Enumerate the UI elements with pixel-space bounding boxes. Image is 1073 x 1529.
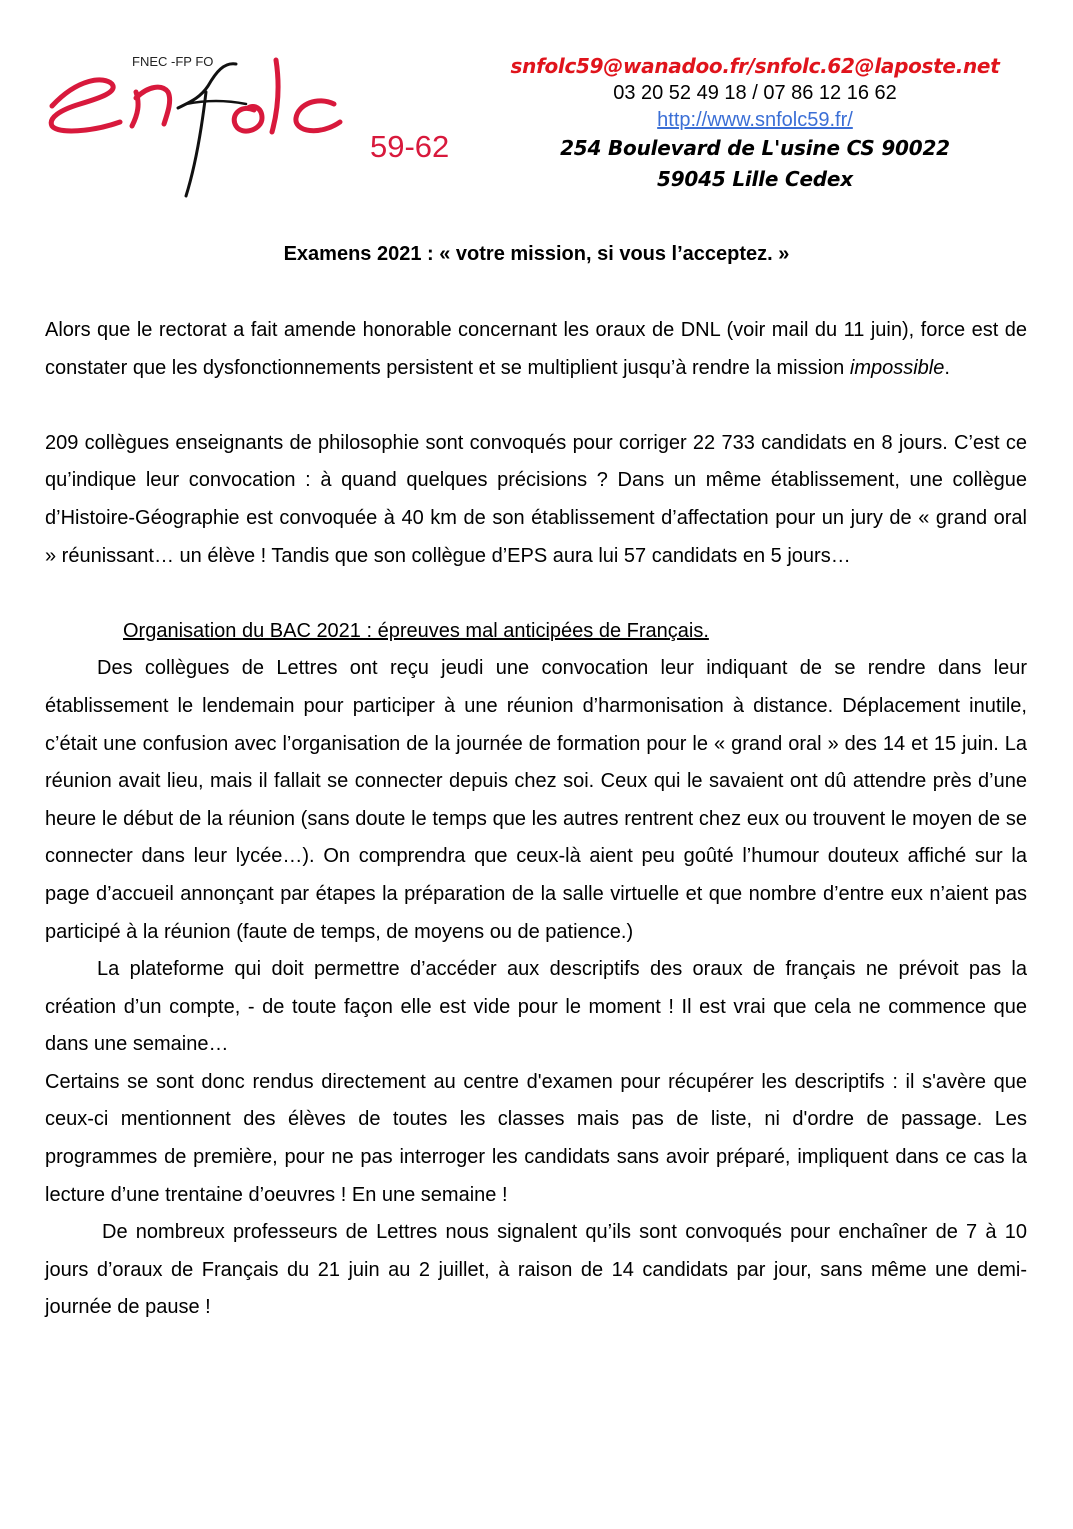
contact-phone: 03 20 52 49 18 / 07 86 12 16 62: [613, 82, 897, 104]
paragraph-descriptifs: Certains se sont donc rendus directement au centre d'examen pour récupérer les descriptifs : il s'avère que ceux-ci mentionnent des élèves de toutes les classes mais pas de liste, ni d'ordre de passage. Les programmes de première, pour ne pas interroger les candidats sans avoir préparé, impliquent dans ce cas la lecture d’une trentaine d’oeuvres ! En une semaine !: [45, 1070, 1027, 1206]
snfolc-logo: [40, 46, 470, 202]
contact-address-line2: 59045 Lille Cedex: [656, 167, 853, 191]
emphasis-impossible: impossible: [849, 356, 945, 379]
paragraph-philosophie: 209 collègues enseignants de philosophie sont convoqués pour corriger 22 733 candidats en 8 jours. C’est ce qu’indique leur convocation : à quand quelques précisions ? Dans un même établissement, une collègue d’Histoire-Géographie est convoquée à 40 km de son établissement d’affectation pour un jury de « grand oral » réunissant… un élève ! Tandis que son collègue d’EPS aura lui 57 candidats en 5 jours…: [45, 431, 1027, 567]
logo-union-text: FNEC -FP FO: [132, 54, 214, 69]
contact-block: [480, 52, 1030, 195]
paragraph-spacer: [45, 387, 1027, 425]
contact-website-link[interactable]: http://www.snfolc59.fr/: [657, 109, 853, 131]
section-subtitle: Organisation du BAC 2021 : épreuves mal anticipées de Français.: [123, 619, 709, 642]
document-body: [45, 312, 1027, 1327]
paragraph-plateforme: La plateforme qui doit permettre d’accéder aux descriptifs des oraux de français ne prévoit pas la création d’un compte, - de toute façon elle est vide pour le moment ! Il est vrai que cela ne commence que dans une semaine…: [45, 958, 1027, 1056]
paragraph-oraux-francais: De nombreux professeurs de Lettres nous signalent qu’ils sont convoqués pour enchaîner de 7 à 10 jours d’oraux de Français du 21 juin au 2 juillet, à raison de 14 candidats par jour, sans même une demi-journée de pause !: [45, 1221, 1027, 1319]
contact-email[interactable]: snfolc59@wanadoo.fr/snfolc.62@laposte.net: [510, 54, 1000, 78]
document-title: Examens 2021 : « votre mission, si vous l’acceptez. »: [283, 243, 790, 265]
contact-address-line1: 254 Boulevard de L'usine CS 90022: [560, 136, 950, 160]
paragraph-rectorat: [45, 312, 1027, 387]
paragraph-rectorat-end: .: [944, 356, 950, 379]
paragraph-spacer: [45, 575, 1027, 613]
snfolc-logo-graphic: [40, 46, 470, 202]
paragraph-rectorat-text: Alors que le rectorat a fait amende honorable concernant les oraux de DNL (voir mail du 11 juin), force est de constater que les dysfonctionnements persistent et se multiplient jusqu’à rendre la mission: [45, 319, 1027, 379]
logo-number-text: 59-62: [370, 129, 450, 164]
paragraph-lettres-reunion: Des collègues de Lettres ont reçu jeudi une convocation leur indiquant de se rendre dans leur établissement le lendemain pour participer à une réunion d’harmonisation à distance. Déplacement inutile, c’était une confusion avec l’organisation de la journée de formation pour le « grand oral » des 14 et 15 juin. La réunion avait lieu, mais il fallait se connecter depuis chez soi. Ceux qui le savaient ont dû attendre près d’une heure le début de la réunion (sans doute le temps que les autres rentrent chez eux ou trouvent le moyen de se connecter dans leur lycée…). On comprendra que ceux-là aient peu goûté l’humour douteux affiché sur la page d’accueil annonçant par étapes la préparation de la salle virtuelle et que nombre d’entre eux n’aient pas participé à la réunion (faute de temps, de moyens ou de patience.): [45, 657, 1027, 943]
